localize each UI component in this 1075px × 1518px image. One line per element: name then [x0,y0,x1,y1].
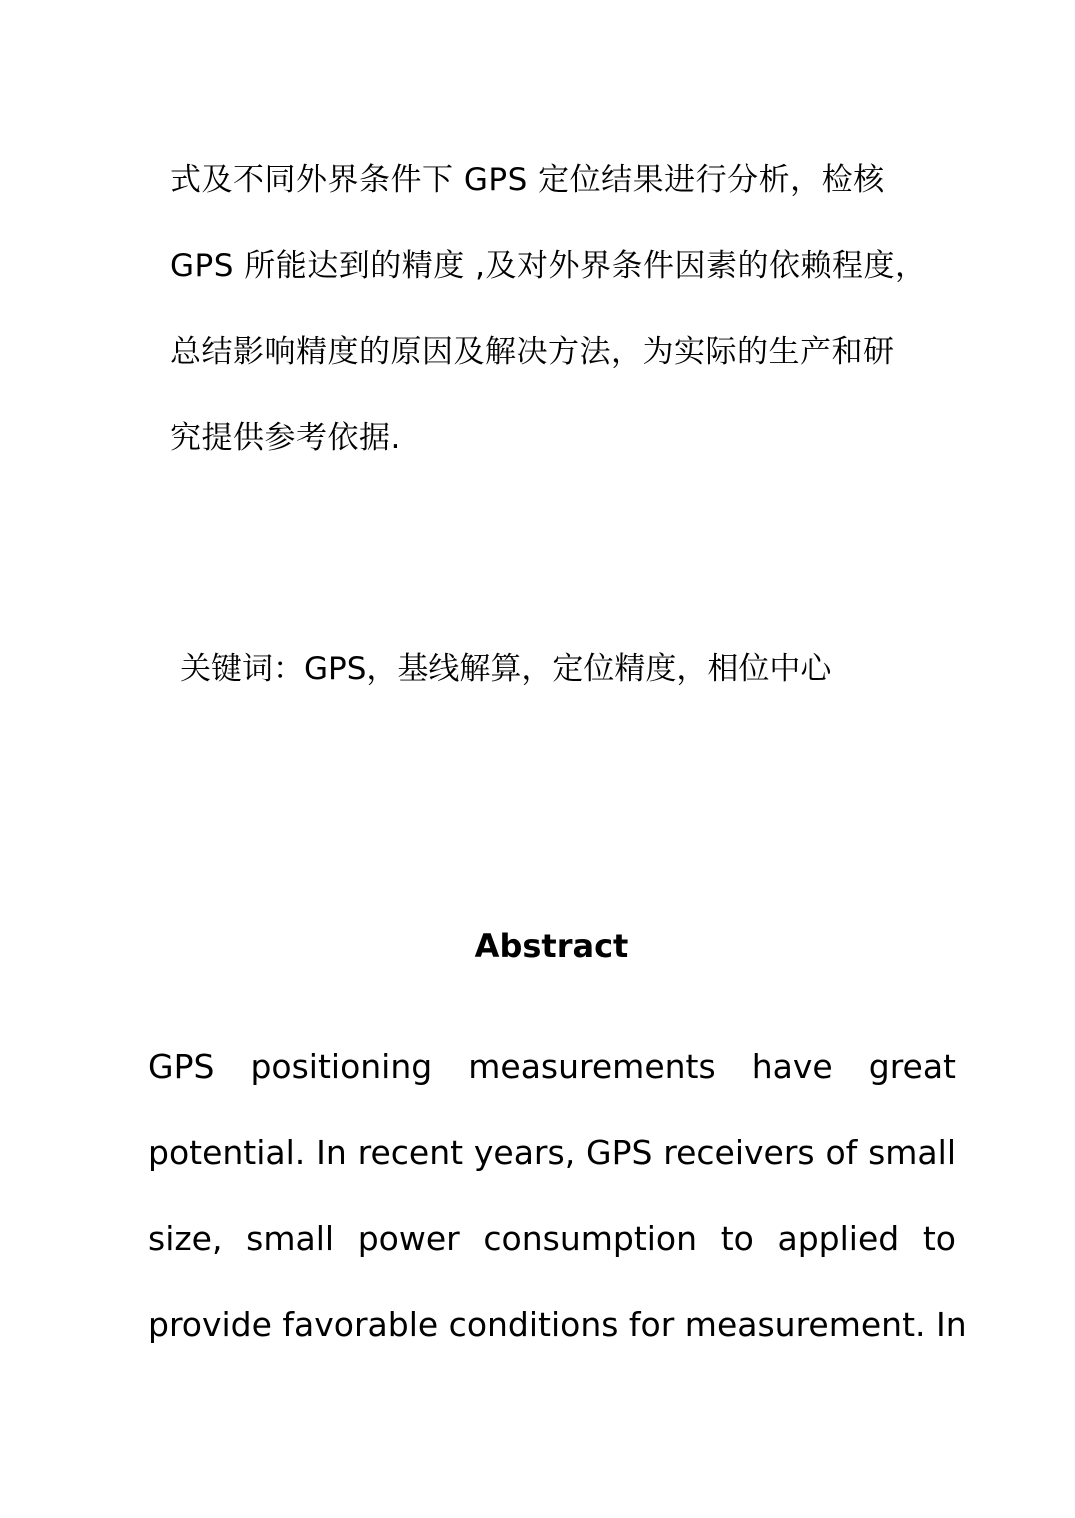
body-text-line: 究提供参考依据. [170,420,401,456]
body-text-line: 总结影响精度的原因及解决方法，为实际的生产和研 [170,334,895,370]
abstract-text-line: provide favorable conditions for measurement. In [148,1305,967,1344]
abstract-heading: Abstract [474,927,629,965]
body-text-line: GPS 所能达到的精度 ,及对外界条件因素的依赖程度， [170,248,927,284]
abstract-text-line: GPS positioning measurements have great [148,1047,956,1086]
body-text-line: 式及不同外界条件下 GPS 定位结果进行分析，检核 [170,162,885,198]
abstract-text-line: potential. In recent years, GPS receivers of small [148,1133,956,1172]
keywords-line: 关键词：GPS，基线解算，定位精度，相位中心 [180,651,832,687]
abstract-text-line: size, small power consumption to applied to [148,1219,956,1258]
